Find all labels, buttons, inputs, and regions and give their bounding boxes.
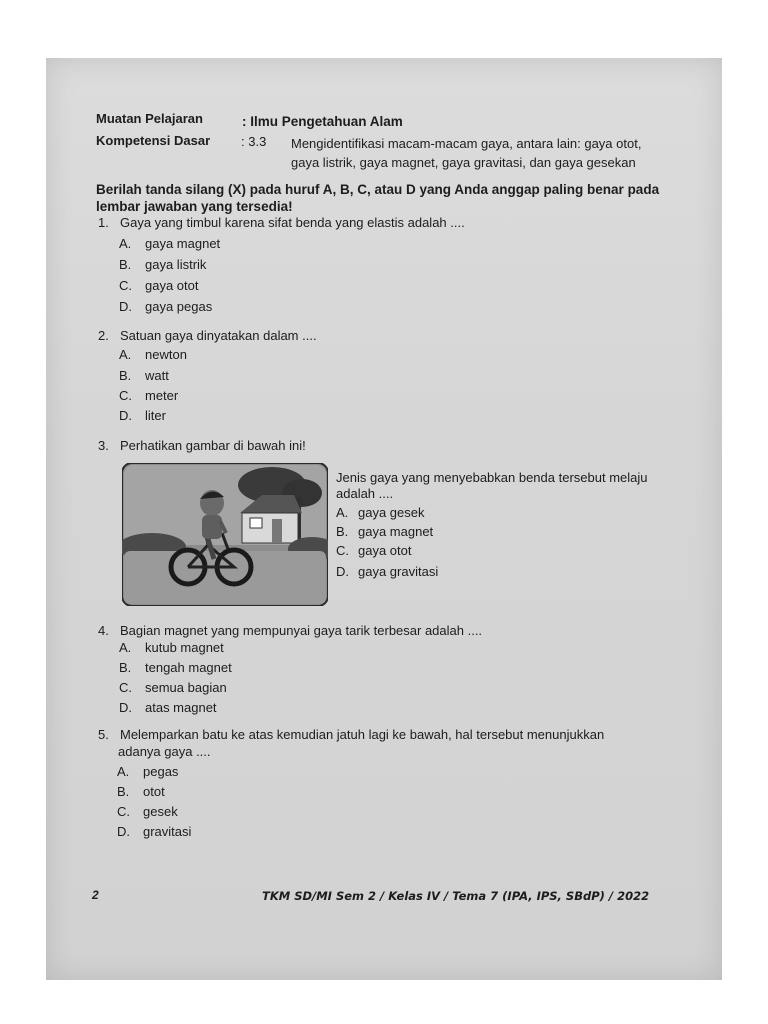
question-number: 2.	[98, 328, 109, 343]
option-letter: A.	[119, 640, 132, 655]
option-letter: B.	[336, 524, 349, 539]
option-2d[interactable]	[119, 408, 166, 423]
option-text: gaya otot	[358, 543, 412, 558]
option-text: pegas	[143, 764, 179, 779]
question-5-line-2: adanya gaya ....	[118, 744, 211, 759]
option-letter: C.	[119, 388, 132, 403]
boy-cycling-illustration	[122, 463, 328, 606]
option-letter: B.	[117, 784, 130, 799]
question-number: 4.	[98, 623, 109, 638]
option-3a[interactable]	[336, 505, 425, 520]
option-3d[interactable]	[336, 564, 438, 579]
competency-line-2: gaya listrik, gaya magnet, gaya gravitasi, dan gaya gesekan	[291, 155, 636, 170]
question-5	[98, 727, 604, 742]
question-text: Gaya yang timbul karena sifat benda yang elastis adalah ....	[120, 215, 465, 230]
option-text: gaya gesek	[358, 505, 425, 520]
option-2b[interactable]	[119, 368, 169, 383]
option-letter: C.	[117, 804, 130, 819]
question-text: Satuan gaya dinyatakan dalam ....	[120, 328, 317, 343]
option-text: semua bagian	[145, 680, 227, 695]
option-letter: B.	[119, 257, 132, 272]
option-letter: A.	[117, 764, 130, 779]
option-4c[interactable]	[119, 680, 227, 695]
option-letter: C.	[119, 278, 132, 293]
option-text: gaya pegas	[145, 299, 213, 314]
bleed-through-text	[228, 270, 232, 288]
option-4b[interactable]	[119, 660, 232, 675]
option-text: meter	[145, 388, 179, 403]
option-text: liter	[145, 408, 166, 423]
question-3-prompt-line-1: Jenis gaya yang menyebabkan benda tersebut melaju	[336, 470, 648, 485]
option-5b[interactable]	[117, 784, 165, 799]
option-text: atas magnet	[145, 700, 217, 715]
question-number: 3.	[98, 438, 109, 453]
bicycle-picture	[122, 463, 328, 606]
option-letter: C.	[119, 680, 132, 695]
option-1c[interactable]	[119, 278, 199, 293]
option-letter: D.	[117, 824, 130, 839]
option-text: watt	[145, 368, 169, 383]
option-1a[interactable]	[119, 236, 220, 251]
option-text: gravitasi	[143, 824, 192, 839]
option-1d[interactable]	[119, 299, 212, 314]
option-letter: A.	[119, 236, 132, 251]
option-text: gaya otot	[145, 278, 199, 293]
option-letter: D.	[119, 299, 132, 314]
option-4a[interactable]	[119, 640, 224, 655]
option-letter: A.	[119, 347, 132, 362]
option-text: newton	[145, 347, 187, 362]
option-text: otot	[143, 784, 165, 799]
competency-code: : 3.3	[241, 134, 267, 149]
question-1	[98, 215, 465, 230]
option-letter: A.	[336, 505, 349, 520]
option-letter: D.	[336, 564, 349, 579]
competency-line-1: Mengidentifikasi macam-macam gaya, antara lain: gaya otot,	[291, 136, 642, 151]
question-3-prompt-line-2: adalah ....	[336, 486, 394, 501]
option-text: gaya magnet	[145, 236, 221, 251]
question-3	[98, 438, 306, 453]
option-1b[interactable]	[119, 257, 206, 272]
option-text: gesek	[143, 804, 178, 819]
option-letter: B.	[119, 368, 132, 383]
option-text: gaya gravitasi	[358, 564, 439, 579]
option-text: gaya listrik	[145, 257, 207, 272]
option-letter: D.	[119, 700, 132, 715]
option-letter: D.	[119, 408, 132, 423]
question-text: Bagian magnet yang mempunyai gaya tarik terbesar adalah ....	[120, 623, 483, 638]
question-4	[98, 623, 482, 638]
option-letter: C.	[336, 543, 349, 558]
question-2	[98, 328, 317, 343]
option-text: gaya magnet	[358, 524, 434, 539]
option-4d[interactable]	[119, 700, 217, 715]
option-3c[interactable]	[336, 543, 412, 558]
option-5c[interactable]	[117, 804, 178, 819]
option-2a[interactable]	[119, 347, 187, 362]
question-text: Perhatikan gambar di bawah ini!	[120, 438, 306, 453]
subject-label: Muatan Pelajaran	[96, 111, 203, 126]
option-text: tengah magnet	[145, 660, 232, 675]
question-number: 5.	[98, 727, 109, 742]
option-letter: B.	[119, 660, 132, 675]
option-5d[interactable]	[117, 824, 191, 839]
option-text: kutub magnet	[145, 640, 224, 655]
option-2c[interactable]	[119, 388, 178, 403]
question-number: 1.	[98, 215, 109, 230]
instruction-text: Berilah tanda silang (X) pada huruf A, B, C, atau D yang Anda anggap paling benar pada lembar jawaban yang tersedia!	[96, 182, 660, 214]
option-3b[interactable]	[336, 524, 433, 539]
page-number: 2	[92, 888, 99, 902]
question-text-line-1: Melemparkan batu ke atas kemudian jatuh lagi ke bawah, hal tersebut menunjukkan	[120, 727, 605, 742]
footer-text: TKM SD/MI Sem 2 / Kelas IV / Tema 7 (IPA, IPS, SBdP) / 2022	[262, 889, 650, 903]
subject-value: : Ilmu Pengetahuan Alam	[242, 114, 403, 129]
competency-label: Kompetensi Dasar	[96, 133, 211, 148]
option-5a[interactable]	[117, 764, 178, 779]
